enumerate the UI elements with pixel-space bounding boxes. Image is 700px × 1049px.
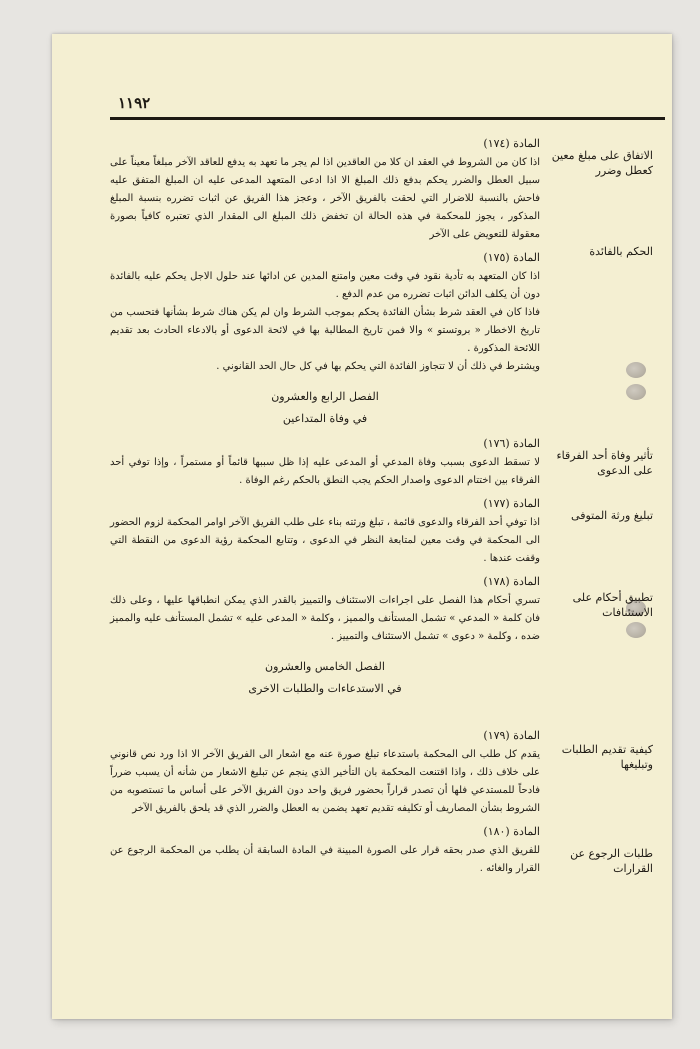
margin-title-interest: الحكم بالفائدة xyxy=(589,245,653,258)
article-175-paragraph: ويشترط في ذلك أن لا تتجاوز الفائدة التي يحكم بها في كل حال الحد القانوني . xyxy=(216,361,540,372)
binder-hole xyxy=(626,362,646,378)
margin-title-appeals: تطبيق أحكام على الاستئنافات xyxy=(572,591,653,619)
article-175-title: المادة (١٧٥) xyxy=(483,251,540,264)
article-178-text: تسري أحكام هذا الفصل على اجراءات الاستئناف والتمييز بالقدر الذي يمكن انطباقها عليها ، وعلى ذلك فان كلمة « المدعي » تشمل المستأنف والمميز ، وكلمة « المدعى عليه » تشمل المستأنف عليه والمميز ضده ، وكلمة « دعوى » تشمل الاستئناف والتمييز . xyxy=(110,595,540,642)
article-175-paragraph: فاذا كان في العقد شرط بشأن الفائدة يحكم بموجب الشرط وان لم يكن هناك شرط بشأنها فتحسب من تاريخ الاخطار « بروتستو » والا فمن تاريخ المطالبة بها في لائحة الدعوى أو بالادعاء الحادث بعد تقديم اللائحة المذكورة . xyxy=(110,307,540,354)
chapter-25-subtitle: في الاستدعاءات والطلبات الاخرى xyxy=(248,682,402,695)
article-180-text: للفريق الذي صدر بحقه قرار على الصورة المبينة في المادة السابقة أن يطلب من المحكمة الرجوع عن القرار والغائه . xyxy=(110,845,540,874)
article-178-title: المادة (١٧٨) xyxy=(483,575,540,588)
margin-title-revocation: طلبات الرجوع عن القرارات xyxy=(570,847,653,875)
chapter-24-subtitle: في وفاة المتداعين xyxy=(282,412,368,425)
header-rule xyxy=(110,117,665,120)
article-175-paragraph: اذا كان المتعهد به تأدية نقود في وقت معين وامتنع المدين عن ادائها عند حلول الاجل يحكم عليه بالفائدة دون أن يكلف الدائن اثبات تضرره من عدم الدفع . xyxy=(110,271,540,300)
body-text xyxy=(110,130,540,878)
margin-title-death-of-party: تأثير وفاة أحد الفرقاء على الدعوى xyxy=(556,449,653,477)
article-174-text: اذا كان من الشروط في العقد ان كلا من العاقدين اذا لم يجر ما تعهد به يدفع للعاقد الآخر مبلغاً معيناً على سبيل العطل والضرر يحكم بدفع ذلك المبلغ الا اذا ادعى المتعهد المدعى عليه ان المبلغ المتفق عليه فاحش بالنسبة للاضرار التي لحقت بالفريق الآخر ، وعجز هذا الفريق عن اثبات تضرره بنسبة المبلغ المذكور ، يجوز للمحكمة في هذه الحالة ان تخفض ذلك المبلغ الى المقدار الذي تعتبره كافياً بصورة معقولة للتعويض على الآخر xyxy=(110,157,540,240)
article-177-text: اذا توفي أحد الفرقاء والدعوى قائمة ، تبلغ ورثته بناء على طلب الفريق الآخر اوامر المحكمة لزوم الحضور الى المحكمة في وقت معين لمتابعة النظر في الدعوى ، وتتابع المحكمة رؤية الدعوى من النقطة التي وقفت عندها . xyxy=(110,517,540,564)
article-179-title: المادة (١٧٩) xyxy=(483,729,540,742)
page-number: ١١٩٢ xyxy=(118,94,151,112)
article-174-title: المادة (١٧٤) xyxy=(483,137,540,150)
chapter-24-title: الفصل الرابع والعشرون xyxy=(271,390,379,403)
article-179-text: يقدم كل طلب الى المحكمة باستدعاء تبلغ صورة عنه مع اشعار الى الفريق الآخر الا اذا ورد نص قانوني على خلاف ذلك ، واذا اقتنعت المحكمة بان التأخير الذي ينجم عن تبليغ الاشعار من شأنه أن يسبب ضرراً فادحاً للمستدعي فلها أن تصدر قراراً بحضور فريق واحد دون الفريق الآخر على أساس ما تستصوبه من الشروط بشأن المصاريف أو تكليفه تقديم تعهد يضمن به العطل والضرر الذي قد يلحق بالفريق الآخر xyxy=(110,749,540,814)
margin-title-requests: كيفية تقديم الطلبات وتبليغها xyxy=(561,743,653,771)
article-176-title: المادة (١٧٦) xyxy=(483,437,540,450)
article-176-text: لا تسقط الدعوى بسبب وفاة المدعي أو المدعى عليه إذا ظل سببها قائماً أو مستمراً ، وإذا توفي أحد الفرقاء بين اختتام الدعوى واصدار الحكم يجب النطق بالحكم رغم الوفاة . xyxy=(110,457,540,486)
margin-title-notify-heirs: تبليغ ورثة المتوفى xyxy=(571,509,653,522)
article-177-title: المادة (١٧٧) xyxy=(483,497,540,510)
chapter-25-title: الفصل الخامس والعشرون xyxy=(265,660,385,673)
binder-hole xyxy=(626,622,646,638)
margin-title-agreed-damages: الاتفاق على مبلغ معين كعطل وضرر xyxy=(551,149,653,177)
article-180-title: المادة (١٨٠) xyxy=(483,825,540,838)
binder-hole xyxy=(626,384,646,400)
